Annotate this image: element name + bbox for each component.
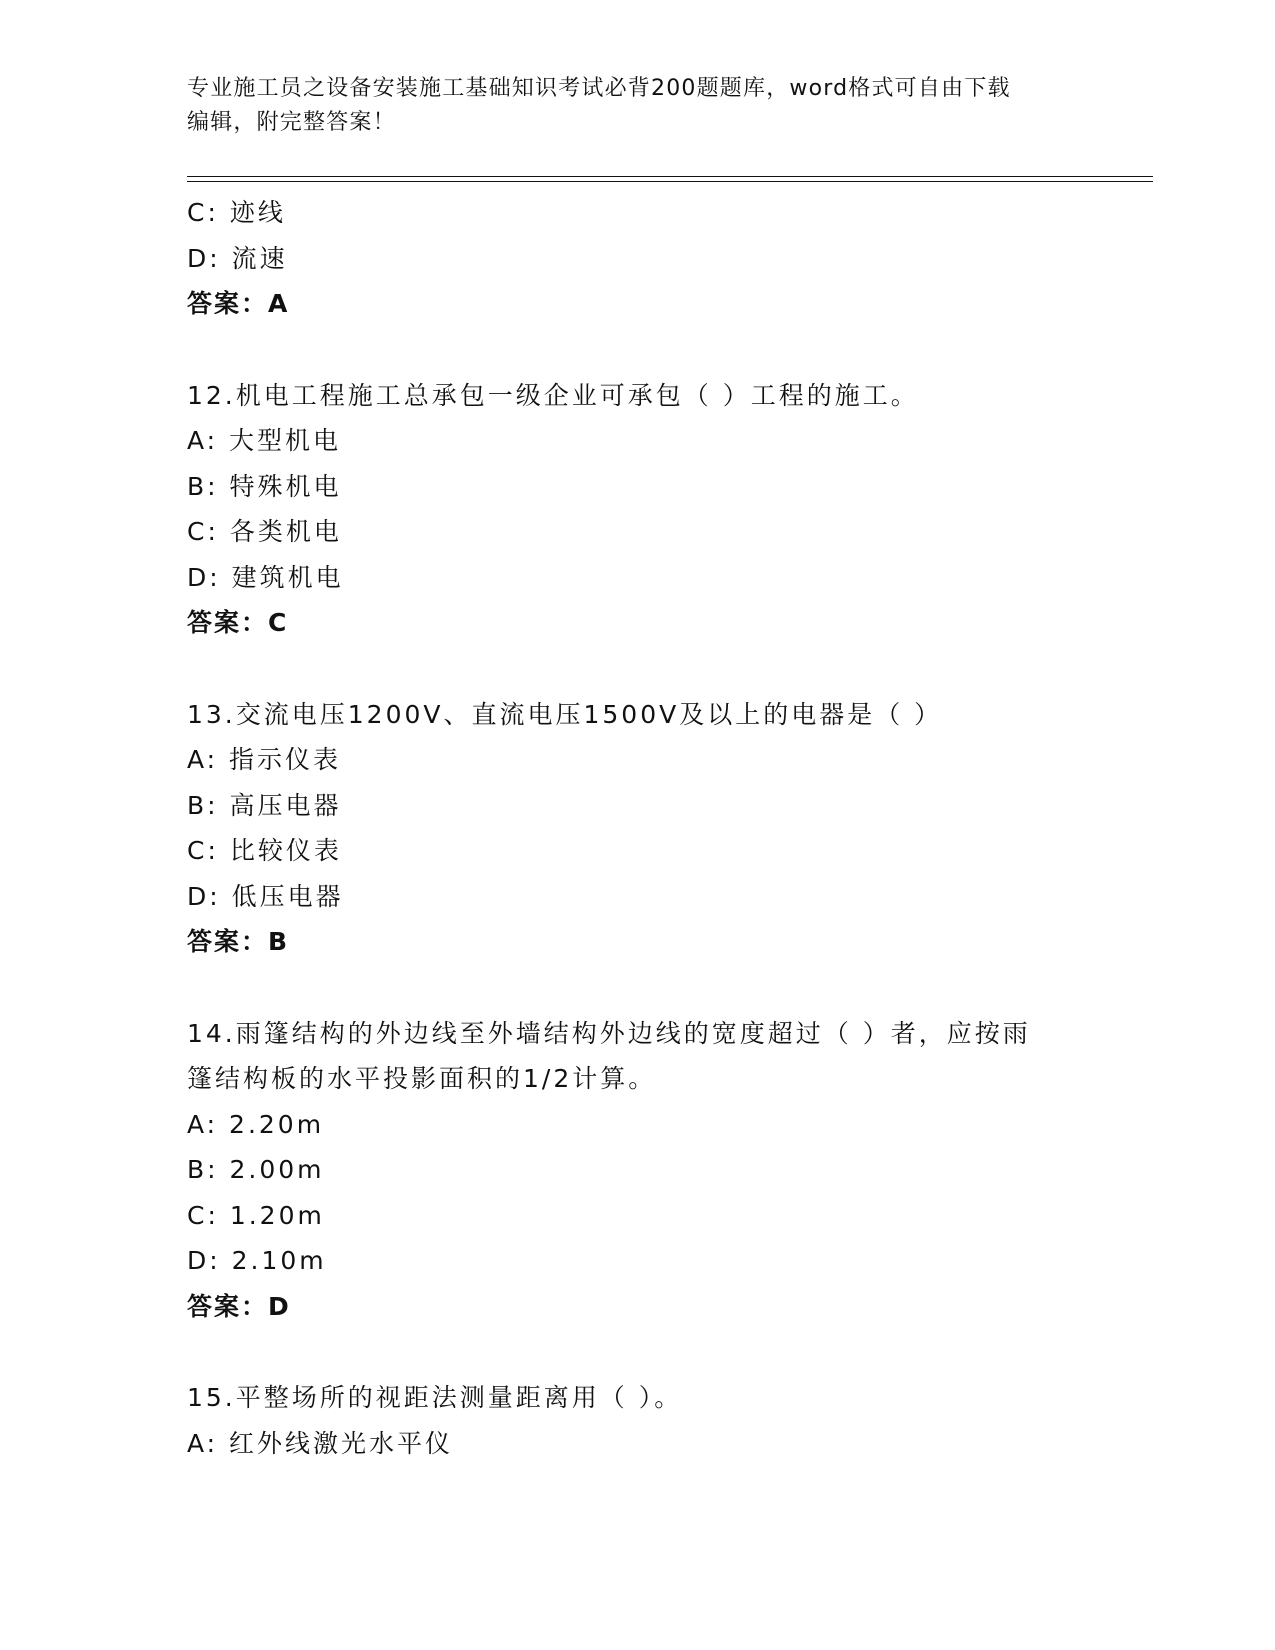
question-block-14 [187, 1011, 1147, 1330]
question-block-12 [187, 373, 1147, 646]
question-text: 12.机电工程施工总承包一级企业可承包（ ）工程的施工。 [187, 380, 919, 410]
header-divider-thick [187, 176, 1153, 177]
block-spacer [187, 646, 1147, 692]
option-c: C: 比较仪表 [187, 836, 342, 865]
question-text-line-2: 篷结构板的水平投影面积的1/2计算。 [187, 1064, 657, 1093]
question-block-13 [187, 692, 1147, 965]
question-text: 15.平整场所的视距法测量距离用（ ）。 [187, 1383, 683, 1412]
answer-label: 答案：B [187, 927, 290, 956]
option-d: D: 流速 [187, 243, 288, 273]
block-spacer [187, 1329, 1147, 1375]
option-a: A: 指示仪表 [187, 745, 342, 774]
option-a: A: 2.20m [187, 1109, 325, 1139]
option-b: B: 高压电器 [187, 790, 342, 820]
question-block-prev [187, 190, 1147, 327]
option-d: D: 建筑机电 [187, 562, 344, 592]
document-header [187, 72, 1087, 140]
block-spacer [187, 327, 1147, 373]
question-list [187, 190, 1147, 1466]
option-d: D: 低压电器 [187, 881, 344, 911]
header-line-1: 专业施工员之设备安装施工基础知识考试必背200题题库，word格式可自由下载 [187, 76, 1011, 101]
option-b: B: 2.00m [187, 1155, 325, 1184]
question-text: 13.交流电压1200V、直流电压1500V及以上的电器是（ ） [187, 699, 943, 729]
option-a: A: 大型机电 [187, 426, 342, 455]
header-divider-thin [187, 181, 1153, 182]
option-c: C: 各类机电 [187, 517, 342, 546]
header-line-2: 编辑，附完整答案！ [187, 110, 396, 135]
block-spacer [187, 965, 1147, 1011]
answer-label: 答案：D [187, 1291, 291, 1321]
answer-label: 答案：A [187, 289, 290, 318]
option-c: C: 1.20m [187, 1200, 325, 1230]
option-b: B: 特殊机电 [187, 471, 342, 501]
question-block-15 [187, 1375, 1147, 1466]
question-text-line-1: 14.雨篷结构的外边线至外墙结构外边线的宽度超过（ ）者，应按雨 [187, 1018, 1031, 1048]
answer-label: 答案：C [187, 608, 289, 637]
option-c: C: 迹线 [187, 198, 286, 227]
option-a: A: 红外线激光水平仪 [187, 1428, 454, 1458]
option-d: D: 2.10m [187, 1246, 327, 1275]
